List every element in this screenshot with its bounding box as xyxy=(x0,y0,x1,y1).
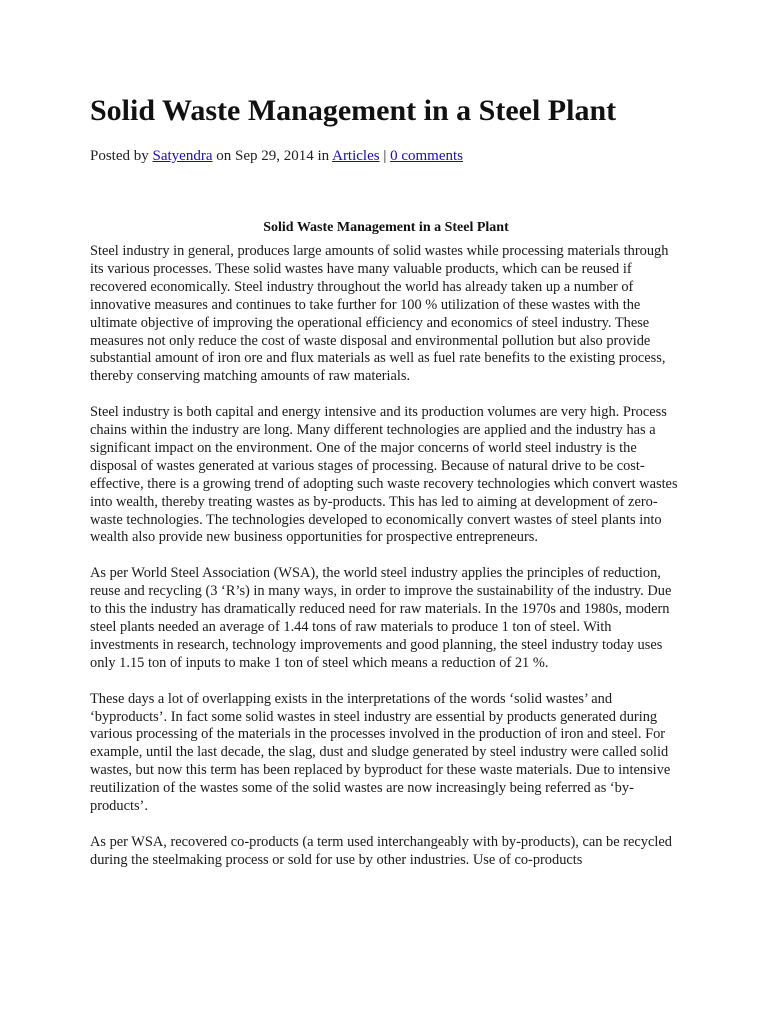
in-label: in xyxy=(317,148,330,164)
on-label: on xyxy=(216,148,232,164)
post-date: Sep 29, 2014 xyxy=(235,148,314,164)
meta-separator: | xyxy=(383,148,387,164)
post-meta xyxy=(90,147,463,165)
paragraph: Steel industry is both capital and energy intensive and its production volumes are very high. Process chains within the industry are long. Many different technologies are applied and the industry has a significant impact on the environment. One of the major concerns of world steel industry is the disposal of wastes generated at various stages of processing. Because of natural drive to be cost-effective, there is a growing trend of adopting such waste recovery technologies which convert wastes into wealth, thereby treating wastes as by-products. This has led to aiming at development of zero-waste technologies. The technologies developed to economically convert wastes of steel plants into wealth also provide new business opportunities for prospective entrepreneurs. xyxy=(90,404,678,546)
category-link[interactable]: Articles xyxy=(332,148,380,164)
paragraph: As per WSA, recovered co-products (a term used interchangeably with by-products), can be recycled during the steelmaking process or sold for use by other industries. Use of co-products xyxy=(90,833,672,868)
article-body xyxy=(90,243,680,888)
comments-link[interactable]: 0 comments xyxy=(390,148,464,164)
paragraph: These days a lot of overlapping exists in the interpretations of the words ‘solid wastes’ and ‘byproducts’. In fact some solid wastes in steel industry are essential by products generated during various processing of the materials in the processes involved in the production of iron and steel. For example, until the last decade, the slag, dust and sludge generated by steel industry were called solid wastes, but now this term has been replaced by byproduct for these waste materials. Due to intensive reutilization of the wastes some of the solid wastes are now increasingly being referred as ‘by-products’. xyxy=(90,690,671,815)
article-title: Solid Waste Management in a Steel Plant xyxy=(90,94,617,127)
author-link[interactable]: Satyendra xyxy=(152,148,213,164)
paragraph: As per World Steel Association (WSA), the world steel industry applies the principles of reduction, reuse and recycling (3 ‘R’s) in many ways, in order to improve the sustainability of the industry. Due to this the industry has dramatically reduced need for raw materials. In the 1970s and 1980s, modern steel plants needed an average of 1.44 tons of raw materials to produce 1 ton of steel. With investments in research, technology improvements and good planning, the steel industry today uses only 1.15 ton of inputs to make 1 ton of steel which means a reduction of 21 %. xyxy=(90,565,672,671)
article-subtitle: Solid Waste Management in a Steel Plant xyxy=(263,220,509,235)
paragraph: Steel industry in general, produces large amounts of solid wastes while processing materials through its various processes. These solid wastes have many valuable products, which can be reused if recovered economically. Steel industry throughout the world has already taken up a number of innovative measures and continues to take further for 100 % utilization of these wastes with the ultimate objective of improving the operational efficiency and economics of steel industry. These measures not only reduce the cost of waste disposal and environmental pollution but also provide substantial amount of iron ore and flux materials as well as fuel rate benefits to the existing process, thereby conserving matching amounts of raw materials. xyxy=(90,243,669,385)
posted-by-label: Posted by xyxy=(90,148,149,164)
